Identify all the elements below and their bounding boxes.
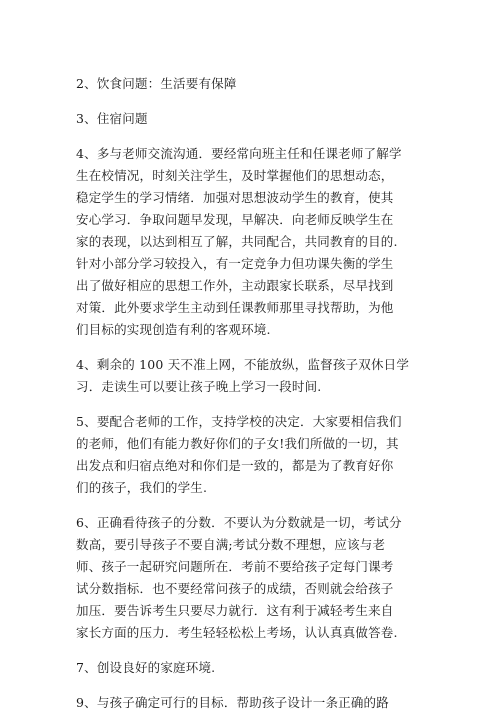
text-line: 3、住宿问题 — [76, 111, 148, 126]
text-line: 生在校情况，时刻关注学生，及时掌握他们的思想动态， — [76, 168, 394, 183]
text-line: 试分数指标．也不要经常问孩子的成绩，否则就会给孩子 — [76, 581, 394, 596]
text-line: 数高，要引导孩子不要自满;考试分数不理想，应该与老 — [76, 537, 386, 552]
paragraph — [76, 692, 426, 714]
text-line: 9、与孩子确定可行的目标．帮助孩子设计一条正确的路 — [76, 695, 389, 710]
text-line: 家的表现，以达到相互了解，共同配合，共同教育的目的. — [76, 234, 398, 249]
text-line: 习．走读生可以要让孩子晚上学习一段时间. — [76, 379, 322, 394]
paragraph — [76, 108, 426, 130]
text-line: 安心学习．争取问题早发现，早解决．向老师反映学生在 — [76, 212, 394, 227]
text-line: 4、多与老师交流沟通．要经常向班主任和任课老师了解学 — [76, 146, 402, 161]
text-line: 针对小部分学习较投入，有一定竞争力但功课失衡的学生 — [76, 256, 394, 271]
text-line: 们目标的实现创造有利的客观环境. — [76, 322, 271, 337]
text-line: 2、饮食问题：生活要有保障 — [76, 76, 237, 91]
paragraph — [76, 354, 426, 398]
paragraph — [76, 512, 426, 644]
document-body — [76, 73, 426, 714]
text-line: 稳定学生的学习情绪．加强对思想波动学生的教育，使其 — [76, 190, 394, 205]
text-line: 们的孩子，我们的学生. — [76, 480, 208, 495]
paragraph — [76, 73, 426, 95]
text-line: 加压．要告诉考生只要尽力就行．这有利于减轻考生来自 — [76, 603, 394, 618]
paragraph — [76, 411, 426, 499]
text-line: 出发点和归宿点绝对和你们是一致的，都是为了教育好你 — [76, 458, 394, 473]
text-line: 4、剩余的 100 天不准上网，不能放纵，监督孩子双休日学 — [76, 357, 410, 372]
text-line: 5、要配合老师的工作，支持学校的决定．大家要相信我们 — [76, 414, 402, 429]
text-line: 出了做好相应的思想工作外，主动跟家长联系，尽早找到 — [76, 278, 394, 293]
text-line: 家长方面的压力．考生轻轻松松上考场，认认真真做答卷. — [76, 625, 398, 640]
text-line: 对策．此外要求学生主动到任课教师那里寻找帮助，为他 — [76, 300, 394, 315]
text-line: 的老师，他们有能力教好你们的子女!我们所做的一切，其 — [76, 436, 399, 451]
text-line: 6、正确看待孩子的分数．不要认为分数就是一切，考试分 — [76, 515, 402, 530]
text-line: 7、创设良好的家庭环境. — [76, 660, 216, 675]
paragraph — [76, 657, 426, 679]
paragraph — [76, 143, 426, 341]
text-line: 师、孩子一起研究问题所在．考前不要给孩子定每门课考 — [76, 559, 394, 574]
